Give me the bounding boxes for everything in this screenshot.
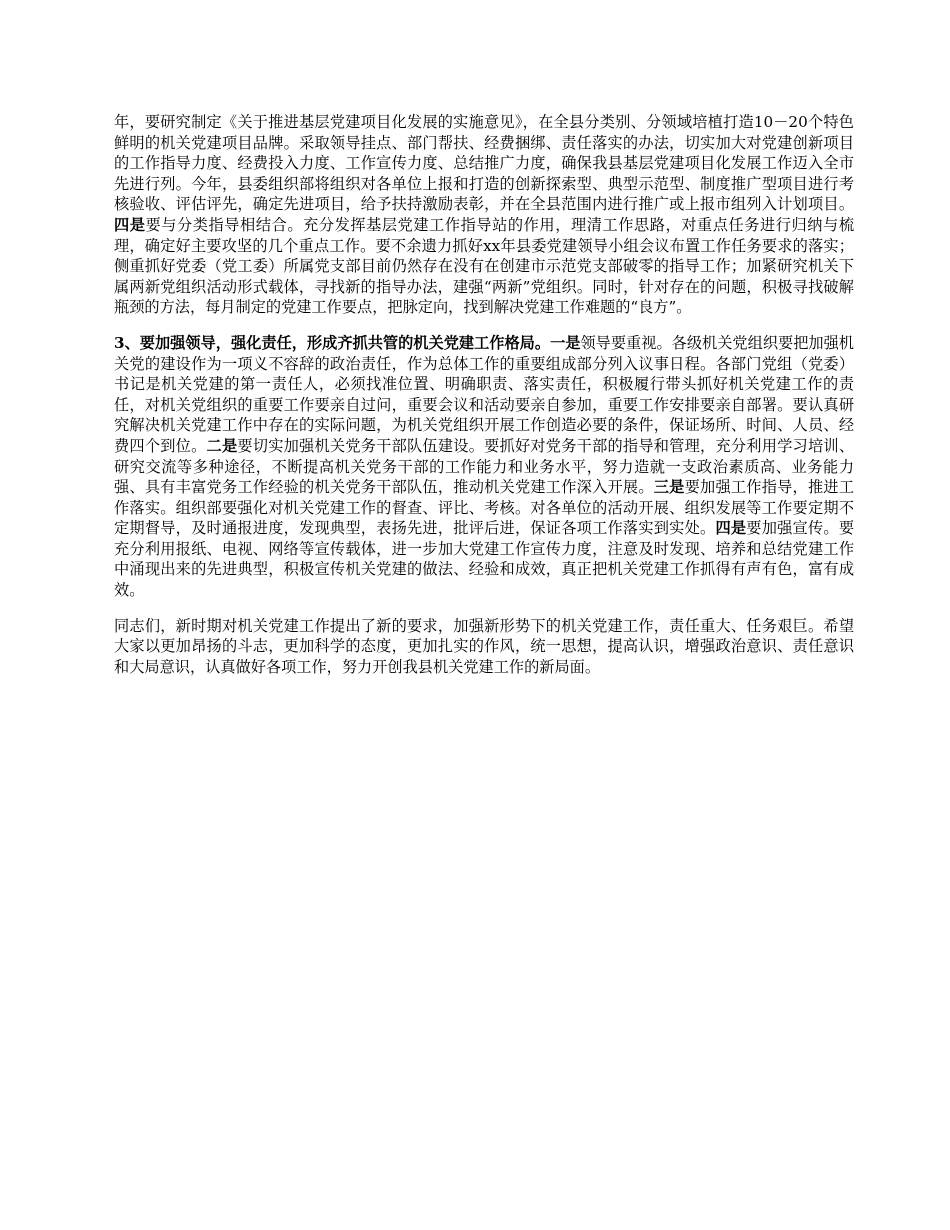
paragraph-1 <box>114 112 854 318</box>
text-run: 要切实加强机关党务干部队伍建设。要抓好对党务干部的指导和管理，充分利用学习培训、研究交流等多种途径，不断提高机关党务干部的工作能力和业务水平，努力造就一支政治素质高、业务能力强、具有丰富党务工作经验的机关党务干部队伍，推动机关党建工作深入开展。 <box>114 436 855 497</box>
text-run: 要加强工作指导，推进工作落实。组织部要强化对机关党建工作的督查、评比、考核。对各单位的活动开展、组织发展等工作要定期不定期督导，及时通报进度，发现典型，表扬先进，批评后进，保证各项工作落实到实处。 <box>114 478 855 538</box>
text-run: 要加强宣传。要充分利用报纸、电视、网络等宣传载体，进一步加大党建工作宣传力度，注意及时发现、培养和总结党建工作中涌现出来的先进典型，积极宣传机关党建的做法、经验和成效，真正把机关党建工作抓得有声有色，富有成效。 <box>114 519 855 600</box>
document-page <box>114 112 854 692</box>
text-run: 要与分类指导相结合。充分发挥基层党建工作指导站的作用，理清工作思路，对重点任务进行归纳与梳理，确定好主要攻坚的几个重点工作。要不余遗力抓好xx年县委党建领导小组会议布置工作任务要求的落实；侧重抓好党委（党工委）所属党支部目前仍然存在没有在创建市示范党支部破零的指导工作；加紧研究机关下属两新党组织活动形式载体，寻找新的指导办法，建强“两新”党组织。同时，针对存在的问题，积极寻找破解瓶颈的方法，每月制定的党建工作要点，把脉定向，找到解决党建工作难题的“良方”。 <box>114 215 855 317</box>
bold-text-run: 四是 <box>715 519 747 538</box>
paragraph-3 <box>114 616 854 678</box>
bold-text-run: 四是 <box>114 215 146 234</box>
bold-text-run: 二是 <box>206 436 238 455</box>
section-heading: 3、要加强领导，强化责任，形成齐抓共管的机关党建工作格局。一是 <box>114 333 581 352</box>
text-run: 年，要研究制定《关于推进基层党建项目化发展的实施意见》，在全县分类别、分领域培植打造10－20个特色鲜明的机关党建项目品牌。采取领导挂点、部门帮扶、经费捆绑、责任落实的办法，切实加大对党建创新项目的工作指导力度、经费投入力度、工作宣传力度、总结推广力度，确保我县基层党建项目化发展工作迈入全市先进行列。今年，县委组织部将组织对各单位上报和打造的创新探索型、典型示范型、制度推广型项目进行考核验收、评估评先，确定先进项目，给予扶持激励表彰，并在全县范围内进行推广或上报市组列入计划项目。 <box>114 113 854 214</box>
text-run: 领导要重视。各级机关党组织要把加强机关党的建设作为一项义不容辞的政治责任，作为总体工作的重要组成部分列入议事日程。各部门党组（党委）书记是机关党建的第一责任人，必须找准位置、明确职责、落实责任，积极履行带头抓好机关党建工作的责任，对机关党组织的重要工作要亲自过问，重要会议和活动要亲自参加，重要工作安排要亲自部署。要认真研究解决机关党建工作中存在的实际问题，为机关党组织开展工作创造必要的条件，保证场所、时间、人员、经费四个到位。 <box>114 333 854 455</box>
paragraph-2 <box>114 333 854 601</box>
bold-text-run: 三是 <box>653 478 685 497</box>
text-run: 同志们，新时期对机关党建工作提出了新的要求，加强新形势下的机关党建工作，责任重大、任务艰巨。希望大家以更加昂扬的斗志，更加科学的态度，更加扎实的作风，统一思想，提高认识，增强政治意识、责任意识和大局意识，认真做好各项工作，努力开创我县机关党建工作的新局面。 <box>114 616 854 676</box>
